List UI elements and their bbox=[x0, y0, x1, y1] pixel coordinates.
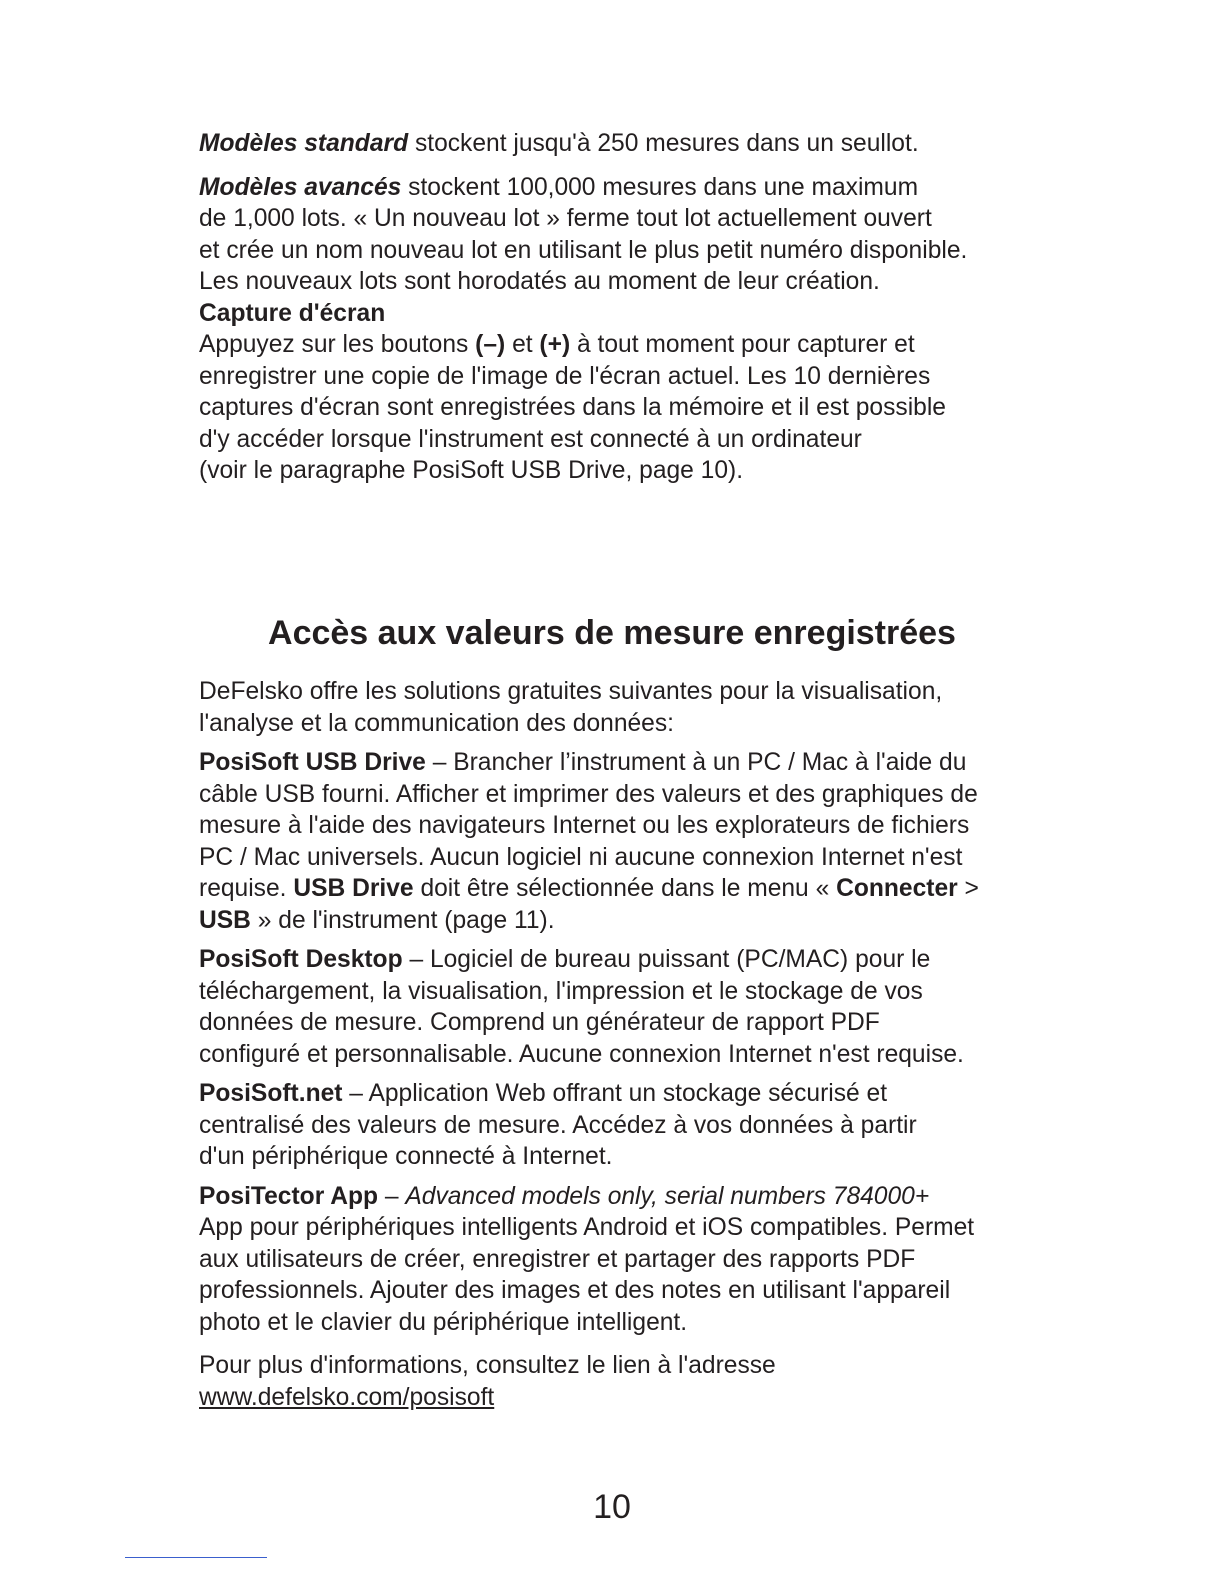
standard-models-label: Modèles standard bbox=[199, 130, 409, 157]
usb-drive-line: PC / Mac universels. Aucun logiciel ni aucune connexion Internet n'est bbox=[199, 843, 963, 871]
usb-drive-text: » de l'instrument (page 11). bbox=[250, 906, 555, 934]
app-line: aux utilisateurs de créer, enregistrer et partager des rapports PDF bbox=[199, 1245, 916, 1273]
advanced-models-line: stockent 100,000 mesures dans une maximum bbox=[401, 173, 919, 201]
advanced-models-paragraph bbox=[199, 172, 1039, 298]
screen-capture-line: (voir le paragraphe PosiSoft USB Drive, page 10). bbox=[199, 457, 744, 484]
more-info-paragraph bbox=[199, 1350, 1039, 1413]
access-content bbox=[199, 676, 1039, 1413]
screen-capture-text: et bbox=[505, 331, 540, 358]
screen-capture-text: Appuyez sur les boutons bbox=[199, 331, 476, 358]
app-line: photo et le clavier du périphérique intelligent. bbox=[199, 1308, 688, 1336]
desktop-line: configuré et personnalisable. Aucune connexion Internet n'est requise. bbox=[199, 1040, 964, 1068]
intro-line: DeFelsko offre les solutions gratuites suivantes pour la visualisation, bbox=[199, 678, 943, 705]
app-note: Advanced models only, serial numbers 784000+ bbox=[405, 1182, 930, 1210]
usb-menu-label: USB bbox=[199, 906, 251, 934]
posisoft-link[interactable]: www.defelsko.com/posisoft bbox=[199, 1383, 495, 1411]
app-dash: – bbox=[378, 1182, 406, 1210]
usb-drive-line: mesure à l'aide des navigateurs Internet ou les explorateurs de fichiers bbox=[199, 812, 970, 839]
advanced-models-line: et crée un nom nouveau lot en utilisant le plus petit numéro disponible. bbox=[199, 236, 968, 264]
page-number: 10 bbox=[593, 1488, 631, 1526]
screen-capture-line: enregistrer une copie de l'image de l'écran actuel. Les 10 dernières bbox=[199, 362, 931, 390]
usb-drive-text: – Brancher l’instrument à un PC / Mac à l'aide du bbox=[425, 749, 967, 776]
screen-capture-paragraph bbox=[199, 329, 1039, 487]
screen-capture-line: captures d'écran sont enregistrées dans la mémoire et il est possible bbox=[199, 394, 946, 421]
access-heading: Accès aux valeurs de mesure enregistrées bbox=[268, 614, 956, 652]
posisoft-net-line: centralisé des valeurs de mesure. Accédez à vos données à partir bbox=[199, 1111, 917, 1139]
footer-divider bbox=[125, 1557, 267, 1558]
usb-drive-label: PosiSoft USB Drive bbox=[199, 749, 426, 776]
app-label: PosiTector App bbox=[199, 1182, 379, 1210]
screen-capture-text: à tout moment pour capturer et bbox=[570, 331, 915, 358]
advanced-models-line: Les nouveaux lots sont horodatés au moment de leur création. bbox=[199, 268, 880, 295]
standard-models-paragraph bbox=[199, 128, 1039, 160]
usb-drive-text: > bbox=[957, 875, 979, 902]
app-paragraph bbox=[199, 1181, 1039, 1339]
usb-drive-paragraph bbox=[199, 747, 1039, 936]
top-content bbox=[199, 128, 1039, 487]
desktop-paragraph bbox=[199, 944, 1039, 1070]
app-line: professionnels. Ajouter des images et des notes en utilisant l'appareil bbox=[199, 1277, 951, 1304]
desktop-label: PosiSoft Desktop bbox=[199, 946, 403, 973]
posisoft-net-line: d'un périphérique connecté à Internet. bbox=[199, 1143, 613, 1170]
minus-key: (–) bbox=[475, 331, 506, 358]
standard-models-text: stockent jusqu'à 250 mesures dans un seullot. bbox=[408, 130, 919, 157]
screen-capture-line: d'y accéder lorsque l'instrument est connecté à un ordinateur bbox=[199, 425, 862, 453]
usb-drive-option: USB Drive bbox=[293, 875, 414, 902]
posisoft-net-label: PosiSoft.net bbox=[199, 1080, 343, 1107]
usb-drive-line: câble USB fourni. Afficher et imprimer des valeurs et des graphiques de bbox=[199, 780, 978, 808]
more-info-text: Pour plus d'informations, consultez le lien à l'adresse bbox=[199, 1352, 776, 1379]
desktop-line: données de mesure. Comprend un générateur de rapport PDF bbox=[199, 1009, 880, 1036]
posisoft-net-paragraph bbox=[199, 1078, 1039, 1173]
intro-paragraph bbox=[199, 676, 1039, 739]
desktop-text: – Logiciel de bureau puissant (PC/MAC) pour le bbox=[402, 946, 931, 973]
posisoft-net-text: – Application Web offrant un stockage sécurisé et bbox=[342, 1080, 888, 1107]
screen-capture-title: Capture d'écran bbox=[199, 299, 386, 327]
app-line: App pour périphériques intelligents Android et iOS compatibles. Permet bbox=[199, 1214, 975, 1241]
usb-drive-text: requise. bbox=[199, 875, 294, 902]
connect-menu-label: Connecter bbox=[836, 875, 958, 902]
advanced-models-line: de 1,000 lots. « Un nouveau lot » ferme tout lot actuellement ouvert bbox=[199, 205, 932, 232]
usb-drive-text: doit être sélectionnée dans le menu « bbox=[413, 875, 837, 902]
plus-key: (+) bbox=[539, 331, 571, 358]
desktop-line: téléchargement, la visualisation, l'impression et le stockage de vos bbox=[199, 977, 923, 1005]
intro-line: l'analyse et la communication des données: bbox=[199, 709, 674, 737]
advanced-models-label: Modèles avancés bbox=[199, 173, 402, 201]
